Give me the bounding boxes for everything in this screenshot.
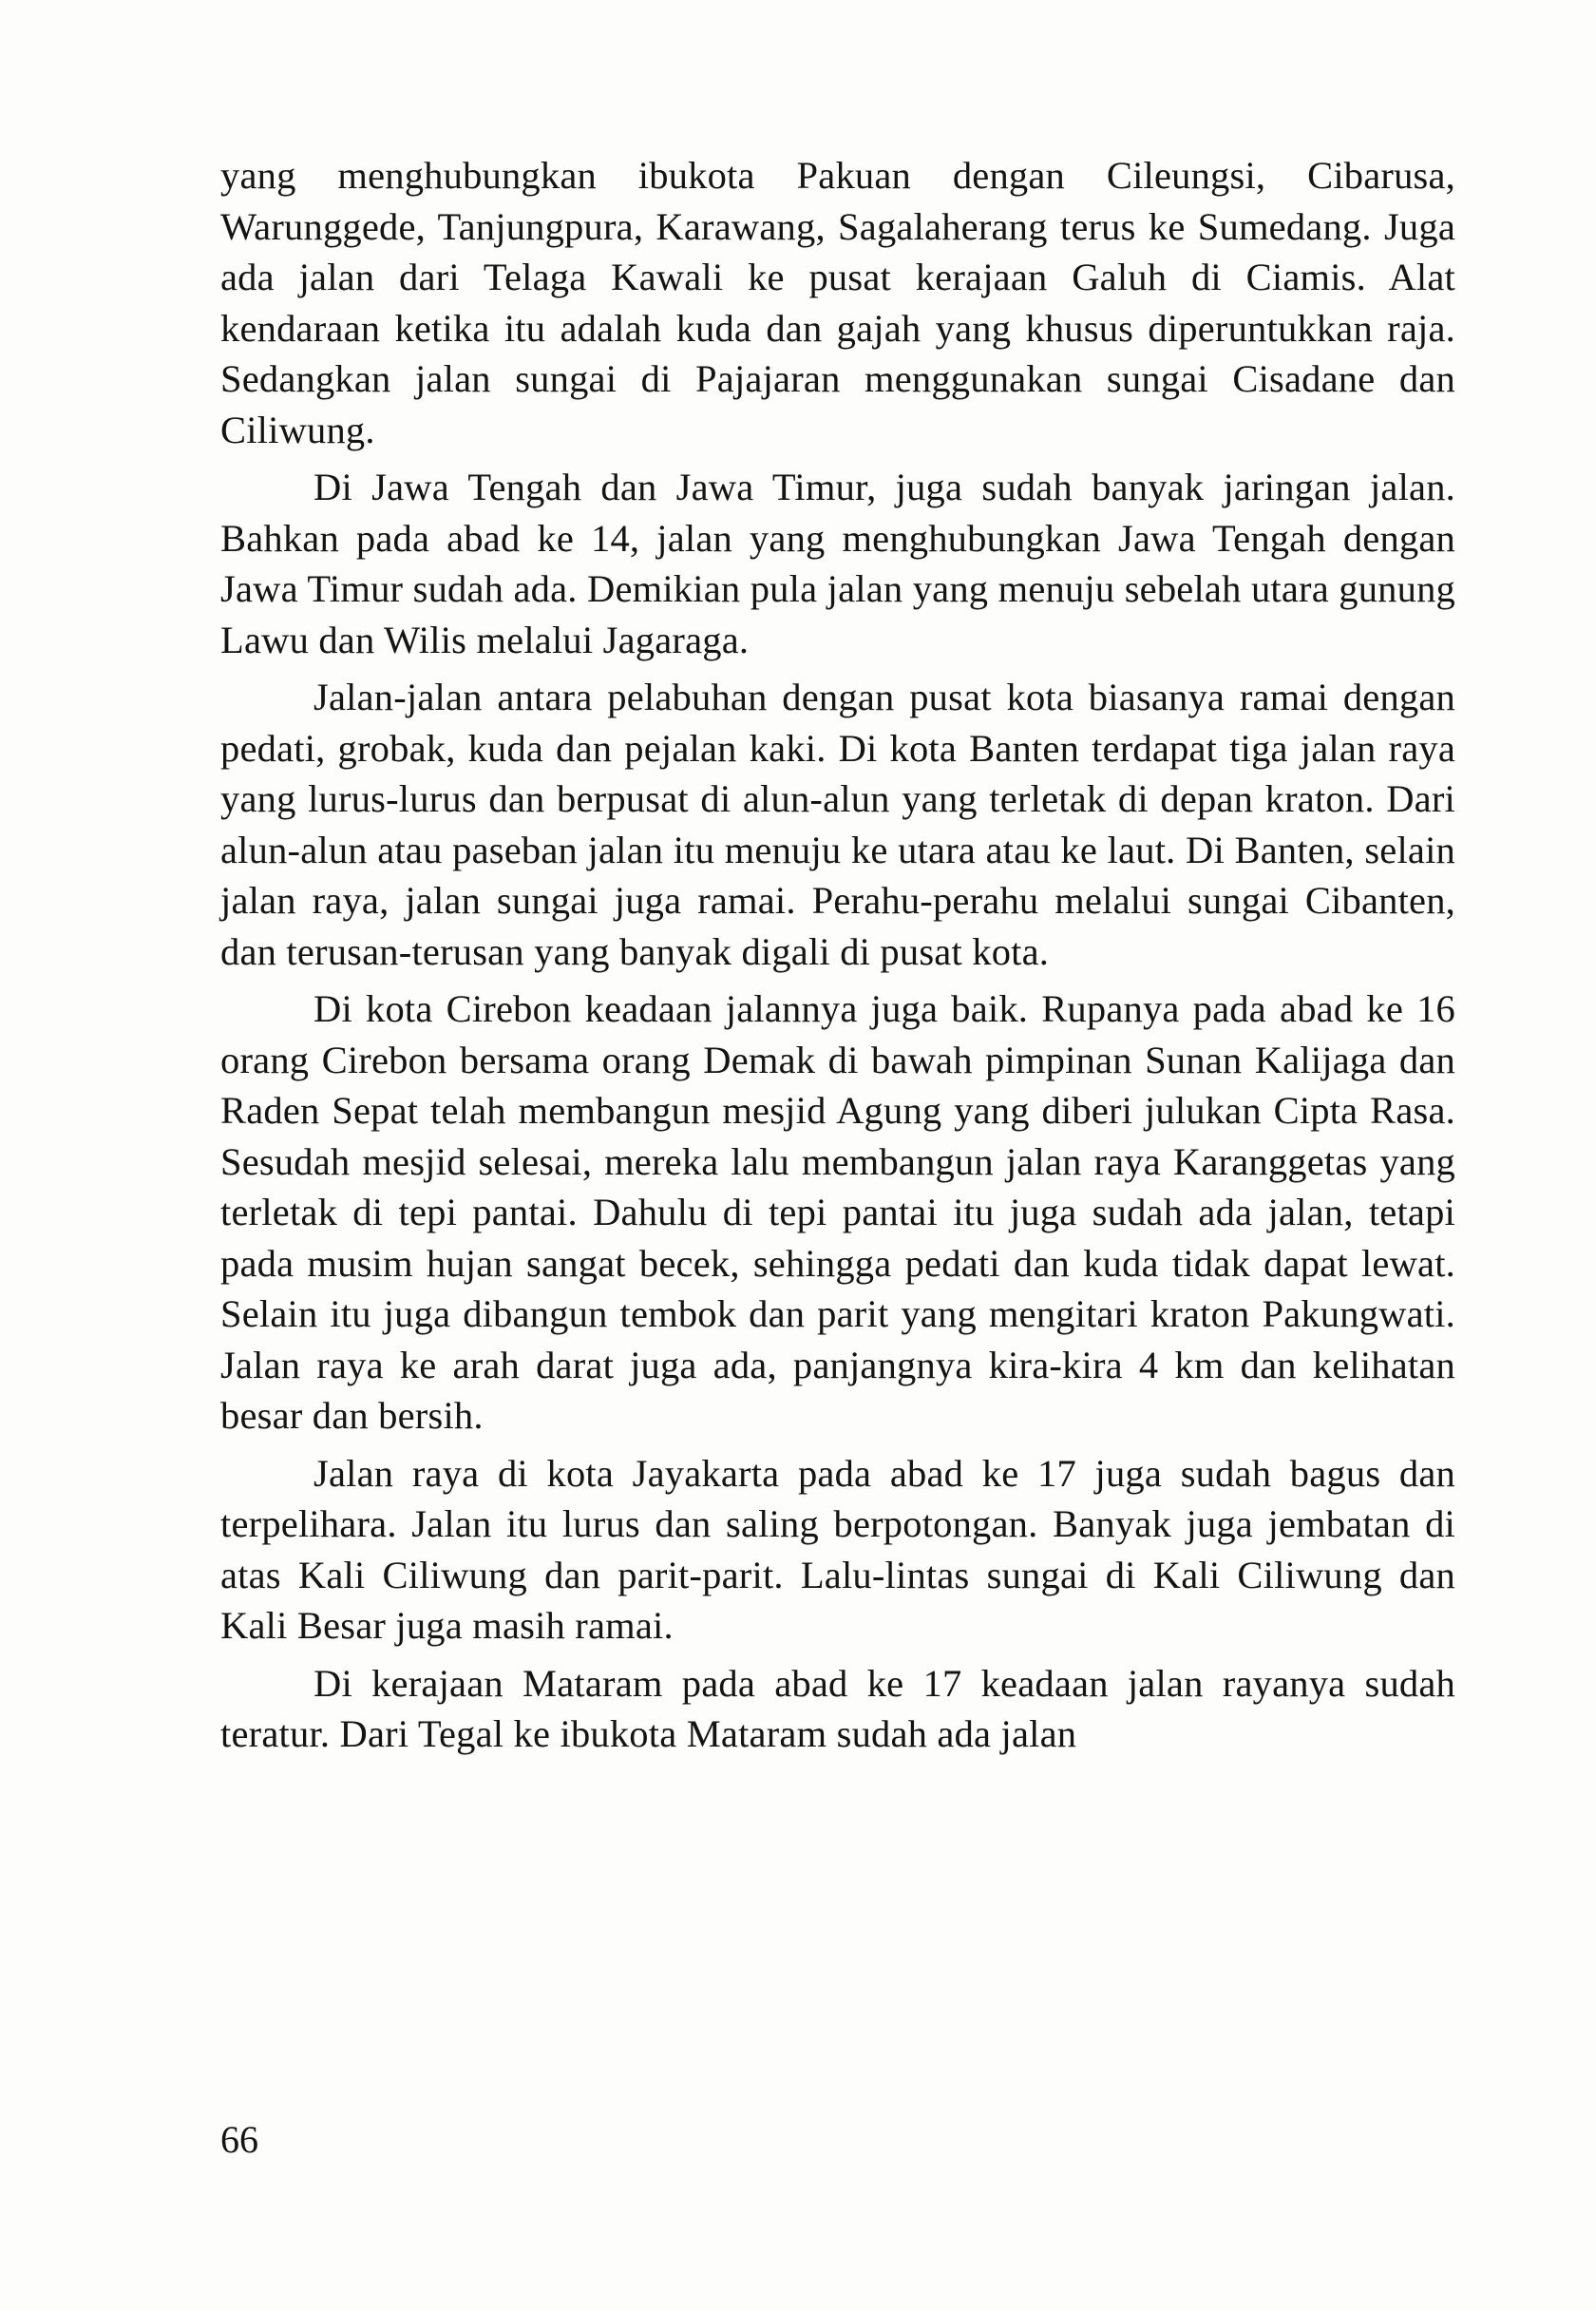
page-number: 66 <box>220 2118 258 2161</box>
body-text <box>220 150 1455 1760</box>
paragraph-3: Jalan-jalan antara pelabuhan dengan pusat kota biasanya ramai dengan pedati, grobak, kuda dan pejalan kaki. Di kota Banten terdapat tiga jalan raya yang lurus-lurus dan berpusat di alun-alun yang terletak di depan kraton. Dari alun-alun atau paseban jalan itu menuju ke utara atau ke laut. Di Banten, selain jalan raya, jalan sungai juga ramai. Perahu-perahu melalui sungai Cibanten, dan terusan-terusan yang banyak digali di pusat kota. <box>220 676 1455 973</box>
paragraph-2: Di Jawa Tengah dan Jawa Timur, juga sudah banyak jaringan jalan. Bahkan pada abad ke 14, jalan yang menghubungkan Jawa Tengah dengan Jawa Timur sudah ada. Demikian pula jalan yang menuju sebelah utara gunung Lawu dan Wilis melalui Jagaraga. <box>220 466 1455 661</box>
paragraph-1: yang menghubungkan ibukota Pakuan dengan Cileungsi, Cibarusa, Warunggede, Tanjungpura, Karawang, Sagalaherang terus ke Sumedang. Juga ada jalan dari Telaga Kawali ke pusat kerajaan Galuh di Ciamis. Alat kendaraan ketika itu adalah kuda dan gajah yang khusus diperuntukkan raja. Sedangkan jalan sungai di Pajajaran menggunakan sungai Cisadane dan Ciliwung. <box>220 154 1455 451</box>
paragraph-4: Di kota Cirebon keadaan jalannya juga baik. Rupanya pada abad ke 16 orang Cirebon bersama orang Demak di bawah pimpinan Sunan Kalijaga dan Raden Sepat telah membangun mesjid Agung yang diberi julukan Cipta Rasa. Sesudah mesjid selesai, mereka lalu membangun jalan raya Karanggetas yang terletak di tepi pantai. Dahulu di tepi pantai itu juga sudah ada jalan, tetapi pada musim hujan sangat becek, sehingga pedati dan kuda tidak dapat lewat. Selain itu juga dibangun tembok dan parit yang mengitari kraton Pakungwati. Jalan raya ke arah darat juga ada, panjangnya kira-kira 4 km dan kelihatan besar dan bersih. <box>220 987 1455 1437</box>
paragraph-6: Di kerajaan Mataram pada abad ke 17 keadaan jalan rayanya sudah teratur. Dari Tegal ke ibukota Mataram sudah ada jalan <box>220 1661 1455 1755</box>
paragraph-5: Jalan raya di kota Jayakarta pada abad ke 17 juga sudah bagus dan terpelihara. Jalan itu lurus dan saling berpotongan. Banyak juga jembatan di atas Kali Ciliwung dan parit-parit. Lalu-lintas sungai di Kali Ciliwung dan Kali Besar juga masih ramai. <box>220 1451 1455 1647</box>
